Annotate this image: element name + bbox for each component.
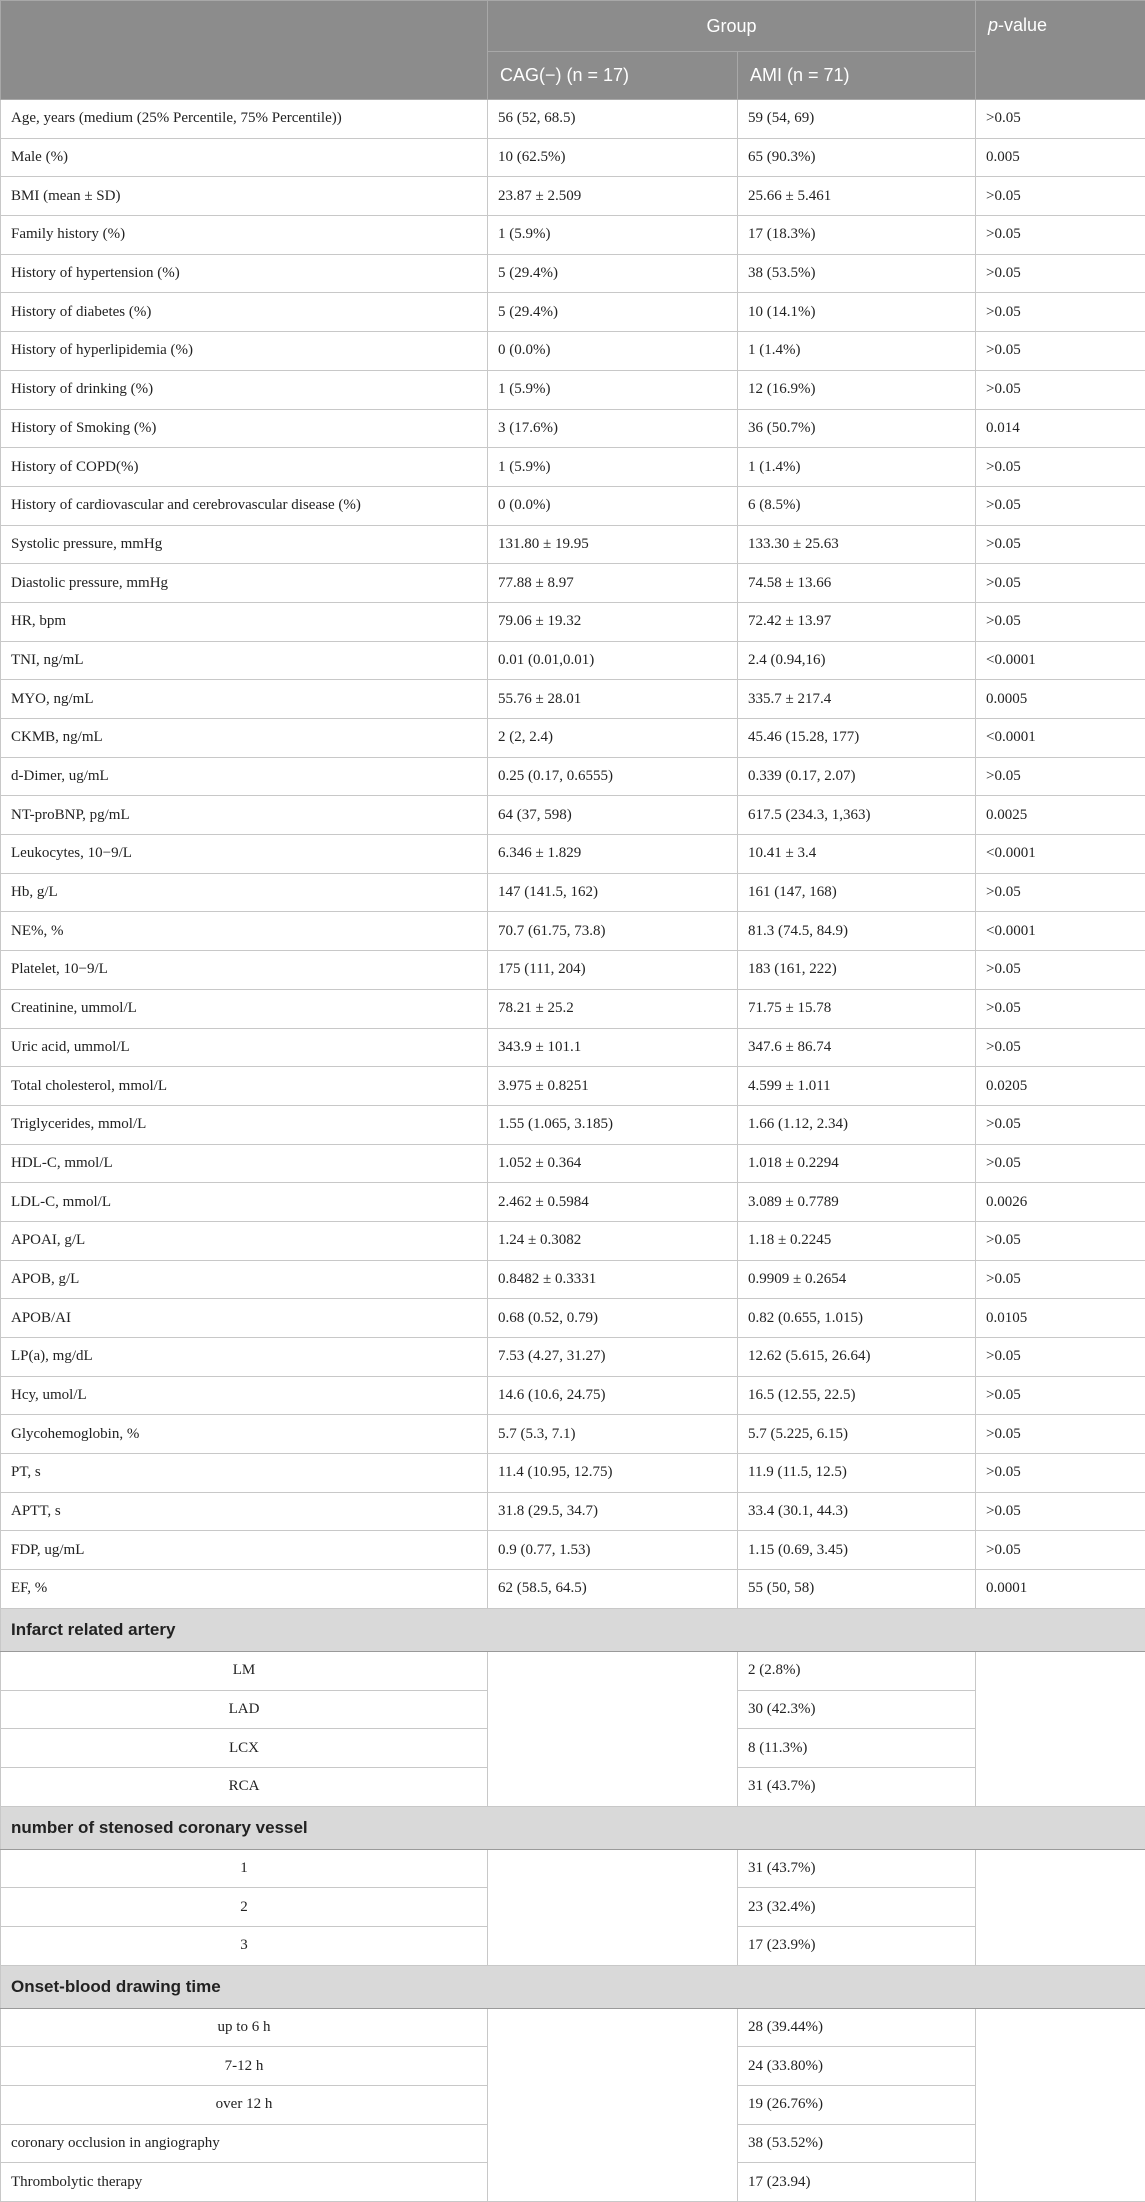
section-ami-value: 31 (43.7%) bbox=[738, 1849, 976, 1888]
table-row bbox=[1, 1415, 1145, 1454]
section-title: Onset-blood drawing time bbox=[1, 1965, 1145, 2008]
ami-value: 5.7 (5.225, 6.15) bbox=[738, 1415, 976, 1454]
section-row-label: over 12 h bbox=[1, 2086, 488, 2125]
p-value: 0.0025 bbox=[976, 796, 1145, 835]
p-value: >0.05 bbox=[976, 448, 1145, 487]
section-row-label: 3 bbox=[1, 1926, 488, 1965]
header-p-value bbox=[976, 1, 1145, 100]
section-row-label: 1 bbox=[1, 1849, 488, 1888]
row-label: History of hyperlipidemia (%) bbox=[1, 332, 488, 371]
blank-p-cell bbox=[976, 1849, 1145, 1965]
ami-value: 133.30 ± 25.63 bbox=[738, 525, 976, 564]
blank-p-cell bbox=[976, 2008, 1145, 2201]
cag-value: 79.06 ± 19.32 bbox=[488, 602, 738, 641]
table-row bbox=[1, 912, 1145, 951]
row-label: HR, bpm bbox=[1, 602, 488, 641]
section-header-row bbox=[1, 1965, 1145, 2008]
section-row-label: RCA bbox=[1, 1767, 488, 1806]
table-row bbox=[1, 873, 1145, 912]
blank-cag-cell bbox=[488, 2008, 738, 2201]
ami-value: 4.599 ± 1.011 bbox=[738, 1067, 976, 1106]
row-label: Leukocytes, 10−9/L bbox=[1, 835, 488, 874]
row-label: Triglycerides, mmol/L bbox=[1, 1105, 488, 1144]
table-row bbox=[1, 757, 1145, 796]
cag-value: 14.6 (10.6, 24.75) bbox=[488, 1376, 738, 1415]
cag-value: 11.4 (10.95, 12.75) bbox=[488, 1454, 738, 1493]
p-value: >0.05 bbox=[976, 1105, 1145, 1144]
row-label: EF, % bbox=[1, 1570, 488, 1609]
header-group: Group bbox=[488, 1, 976, 52]
row-label: Family history (%) bbox=[1, 216, 488, 255]
section-row-label: 7-12 h bbox=[1, 2047, 488, 2086]
p-value: >0.05 bbox=[976, 1531, 1145, 1570]
table-row bbox=[1, 1260, 1145, 1299]
row-label: History of COPD(%) bbox=[1, 448, 488, 487]
table-row bbox=[1, 216, 1145, 255]
blank-cag-cell bbox=[488, 1849, 738, 1965]
ami-value: 3.089 ± 0.7789 bbox=[738, 1183, 976, 1222]
ami-value: 11.9 (11.5, 12.5) bbox=[738, 1454, 976, 1493]
row-label: Platelet, 10−9/L bbox=[1, 951, 488, 990]
table-row bbox=[1, 641, 1145, 680]
table-row bbox=[1, 1376, 1145, 1415]
cag-value: 3 (17.6%) bbox=[488, 409, 738, 448]
section-ami-value: 19 (26.76%) bbox=[738, 2086, 976, 2125]
table-row bbox=[1, 989, 1145, 1028]
section-title: Infarct related artery bbox=[1, 1608, 1145, 1651]
cag-value: 175 (111, 204) bbox=[488, 951, 738, 990]
ami-value: 335.7 ± 217.4 bbox=[738, 680, 976, 719]
cag-value: 1 (5.9%) bbox=[488, 216, 738, 255]
ami-value: 617.5 (234.3, 1,363) bbox=[738, 796, 976, 835]
row-label: History of drinking (%) bbox=[1, 370, 488, 409]
ami-value: 38 (53.5%) bbox=[738, 254, 976, 293]
cag-value: 64 (37, 598) bbox=[488, 796, 738, 835]
table-row bbox=[1, 486, 1145, 525]
section-row-label: Thrombolytic therapy bbox=[1, 2163, 488, 2202]
table-row bbox=[1, 525, 1145, 564]
table-row bbox=[1, 1570, 1145, 1609]
p-value: >0.05 bbox=[976, 951, 1145, 990]
table-row bbox=[1, 177, 1145, 216]
header-cag-column: CAG(−) (n = 17) bbox=[488, 52, 738, 100]
row-label: Diastolic pressure, mmHg bbox=[1, 564, 488, 603]
section-ami-value: 38 (53.52%) bbox=[738, 2124, 976, 2163]
table-row bbox=[1, 1531, 1145, 1570]
ami-value: 6 (8.5%) bbox=[738, 486, 976, 525]
row-label: LDL-C, mmol/L bbox=[1, 1183, 488, 1222]
row-label: CKMB, ng/mL bbox=[1, 719, 488, 758]
section-ami-value: 8 (11.3%) bbox=[738, 1729, 976, 1768]
row-label: History of diabetes (%) bbox=[1, 293, 488, 332]
ami-value: 1 (1.4%) bbox=[738, 448, 976, 487]
cag-value: 1 (5.9%) bbox=[488, 448, 738, 487]
ami-value: 2.4 (0.94,16) bbox=[738, 641, 976, 680]
p-value: >0.05 bbox=[976, 525, 1145, 564]
row-label: History of hypertension (%) bbox=[1, 254, 488, 293]
cag-value: 6.346 ± 1.829 bbox=[488, 835, 738, 874]
ami-value: 72.42 ± 13.97 bbox=[738, 602, 976, 641]
section-row bbox=[1, 1849, 1145, 1888]
row-label: History of Smoking (%) bbox=[1, 409, 488, 448]
p-value: <0.0001 bbox=[976, 641, 1145, 680]
row-label: Hb, g/L bbox=[1, 873, 488, 912]
p-value: >0.05 bbox=[976, 989, 1145, 1028]
cag-value: 0.8482 ± 0.3331 bbox=[488, 1260, 738, 1299]
row-label: NT-proBNP, pg/mL bbox=[1, 796, 488, 835]
section-row-label: LAD bbox=[1, 1690, 488, 1729]
table-row bbox=[1, 951, 1145, 990]
p-value: >0.05 bbox=[976, 177, 1145, 216]
section-row-label: LCX bbox=[1, 1729, 488, 1768]
table-row bbox=[1, 409, 1145, 448]
cag-value: 62 (58.5, 64.5) bbox=[488, 1570, 738, 1609]
p-value: >0.05 bbox=[976, 873, 1145, 912]
table-row bbox=[1, 1221, 1145, 1260]
ami-value: 1.18 ± 0.2245 bbox=[738, 1221, 976, 1260]
cag-value: 0.01 (0.01,0.01) bbox=[488, 641, 738, 680]
section-ami-value: 28 (39.44%) bbox=[738, 2008, 976, 2047]
p-value: <0.0001 bbox=[976, 835, 1145, 874]
section-row-label: 2 bbox=[1, 1888, 488, 1927]
ami-value: 0.339 (0.17, 2.07) bbox=[738, 757, 976, 796]
p-value: 0.0026 bbox=[976, 1183, 1145, 1222]
table-row bbox=[1, 602, 1145, 641]
section-ami-value: 24 (33.80%) bbox=[738, 2047, 976, 2086]
header-p-rest: -value bbox=[998, 15, 1047, 35]
p-value: >0.05 bbox=[976, 564, 1145, 603]
cag-value: 1.052 ± 0.364 bbox=[488, 1144, 738, 1183]
cag-value: 70.7 (61.75, 73.8) bbox=[488, 912, 738, 951]
table-row bbox=[1, 1144, 1145, 1183]
cag-value: 5 (29.4%) bbox=[488, 254, 738, 293]
row-label: Systolic pressure, mmHg bbox=[1, 525, 488, 564]
row-label: Glycohemoglobin, % bbox=[1, 1415, 488, 1454]
section-ami-value: 23 (32.4%) bbox=[738, 1888, 976, 1927]
p-value: >0.05 bbox=[976, 1221, 1145, 1260]
cag-value: 0.68 (0.52, 0.79) bbox=[488, 1299, 738, 1338]
p-value: 0.0005 bbox=[976, 680, 1145, 719]
table-row bbox=[1, 293, 1145, 332]
table-row bbox=[1, 1183, 1145, 1222]
p-value: >0.05 bbox=[976, 370, 1145, 409]
header-p-italic: p bbox=[988, 15, 998, 35]
p-value: >0.05 bbox=[976, 757, 1145, 796]
table-row bbox=[1, 1067, 1145, 1106]
row-label: APTT, s bbox=[1, 1492, 488, 1531]
cag-value: 0.9 (0.77, 1.53) bbox=[488, 1531, 738, 1570]
section-ami-value: 30 (42.3%) bbox=[738, 1690, 976, 1729]
row-label: MYO, ng/mL bbox=[1, 680, 488, 719]
cag-value: 5.7 (5.3, 7.1) bbox=[488, 1415, 738, 1454]
cag-value: 0.25 (0.17, 0.6555) bbox=[488, 757, 738, 796]
row-label: APOB, g/L bbox=[1, 1260, 488, 1299]
ami-value: 25.66 ± 5.461 bbox=[738, 177, 976, 216]
p-value: >0.05 bbox=[976, 216, 1145, 255]
row-label: TNI, ng/mL bbox=[1, 641, 488, 680]
ami-value: 74.58 ± 13.66 bbox=[738, 564, 976, 603]
row-label: Creatinine, ummol/L bbox=[1, 989, 488, 1028]
section-row bbox=[1, 1651, 1145, 1690]
row-label: History of cardiovascular and cerebrovascular disease (%) bbox=[1, 486, 488, 525]
cag-value: 1.55 (1.065, 3.185) bbox=[488, 1105, 738, 1144]
row-label: Total cholesterol, mmol/L bbox=[1, 1067, 488, 1106]
table-row bbox=[1, 719, 1145, 758]
ami-value: 1.66 (1.12, 2.34) bbox=[738, 1105, 976, 1144]
row-label: APOAI, g/L bbox=[1, 1221, 488, 1260]
table-header bbox=[1, 1, 1145, 100]
header-ami-column: AMI (n = 71) bbox=[738, 52, 976, 100]
p-value: >0.05 bbox=[976, 1492, 1145, 1531]
row-label: Hcy, umol/L bbox=[1, 1376, 488, 1415]
row-label: FDP, ug/mL bbox=[1, 1531, 488, 1570]
table-row bbox=[1, 332, 1145, 371]
section-ami-value: 17 (23.9%) bbox=[738, 1926, 976, 1965]
row-label: APOB/AI bbox=[1, 1299, 488, 1338]
p-value: <0.0001 bbox=[976, 912, 1145, 951]
section-ami-value: 17 (23.94) bbox=[738, 2163, 976, 2202]
ami-value: 10 (14.1%) bbox=[738, 293, 976, 332]
table-row bbox=[1, 1299, 1145, 1338]
section-ami-value: 2 (2.8%) bbox=[738, 1651, 976, 1690]
row-label: Male (%) bbox=[1, 138, 488, 177]
section-row-label: up to 6 h bbox=[1, 2008, 488, 2047]
cag-value: 5 (29.4%) bbox=[488, 293, 738, 332]
table-row bbox=[1, 1105, 1145, 1144]
table-row bbox=[1, 1028, 1145, 1067]
p-value: >0.05 bbox=[976, 602, 1145, 641]
p-value: >0.05 bbox=[976, 332, 1145, 371]
p-value: >0.05 bbox=[976, 293, 1145, 332]
cag-value: 1 (5.9%) bbox=[488, 370, 738, 409]
p-value: 0.0205 bbox=[976, 1067, 1145, 1106]
table-row bbox=[1, 1454, 1145, 1493]
ami-value: 12 (16.9%) bbox=[738, 370, 976, 409]
section-ami-value: 31 (43.7%) bbox=[738, 1767, 976, 1806]
table-row bbox=[1, 835, 1145, 874]
table-row bbox=[1, 100, 1145, 139]
ami-value: 65 (90.3%) bbox=[738, 138, 976, 177]
section-row-label: coronary occlusion in angiography bbox=[1, 2124, 488, 2163]
p-value: 0.0105 bbox=[976, 1299, 1145, 1338]
cag-value: 23.87 ± 2.509 bbox=[488, 177, 738, 216]
table-body bbox=[1, 100, 1145, 2202]
p-value: >0.05 bbox=[976, 486, 1145, 525]
section-title: number of stenosed coronary vessel bbox=[1, 1806, 1145, 1849]
header-variable-cell bbox=[1, 1, 488, 100]
cag-value: 56 (52, 68.5) bbox=[488, 100, 738, 139]
section-row-label: LM bbox=[1, 1651, 488, 1690]
row-label: BMI (mean ± SD) bbox=[1, 177, 488, 216]
ami-value: 0.9909 ± 0.2654 bbox=[738, 1260, 976, 1299]
row-label: PT, s bbox=[1, 1454, 488, 1493]
cag-value: 78.21 ± 25.2 bbox=[488, 989, 738, 1028]
ami-value: 161 (147, 168) bbox=[738, 873, 976, 912]
row-label: Age, years (medium (25% Percentile, 75% Percentile)) bbox=[1, 100, 488, 139]
p-value: >0.05 bbox=[976, 1338, 1145, 1377]
cag-value: 147 (141.5, 162) bbox=[488, 873, 738, 912]
ami-value: 1.15 (0.69, 3.45) bbox=[738, 1531, 976, 1570]
cag-value: 0 (0.0%) bbox=[488, 486, 738, 525]
cag-value: 31.8 (29.5, 34.7) bbox=[488, 1492, 738, 1531]
cag-value: 77.88 ± 8.97 bbox=[488, 564, 738, 603]
p-value: >0.05 bbox=[976, 1144, 1145, 1183]
table-row bbox=[1, 1338, 1145, 1377]
ami-value: 0.82 (0.655, 1.015) bbox=[738, 1299, 976, 1338]
cag-value: 131.80 ± 19.95 bbox=[488, 525, 738, 564]
section-header-row bbox=[1, 1806, 1145, 1849]
p-value: >0.05 bbox=[976, 1260, 1145, 1299]
row-label: NE%, % bbox=[1, 912, 488, 951]
table-row bbox=[1, 138, 1145, 177]
p-value: 0.0001 bbox=[976, 1570, 1145, 1609]
blank-p-cell bbox=[976, 1651, 1145, 1806]
p-value: 0.005 bbox=[976, 138, 1145, 177]
p-value: 0.014 bbox=[976, 409, 1145, 448]
ami-value: 33.4 (30.1, 44.3) bbox=[738, 1492, 976, 1531]
table-row bbox=[1, 1492, 1145, 1531]
p-value: <0.0001 bbox=[976, 719, 1145, 758]
ami-value: 45.46 (15.28, 177) bbox=[738, 719, 976, 758]
section-header-row bbox=[1, 1608, 1145, 1651]
ami-value: 1 (1.4%) bbox=[738, 332, 976, 371]
table-row bbox=[1, 254, 1145, 293]
cag-value: 0 (0.0%) bbox=[488, 332, 738, 371]
p-value: >0.05 bbox=[976, 1028, 1145, 1067]
table-row bbox=[1, 448, 1145, 487]
ami-value: 81.3 (74.5, 84.9) bbox=[738, 912, 976, 951]
ami-value: 347.6 ± 86.74 bbox=[738, 1028, 976, 1067]
ami-value: 183 (161, 222) bbox=[738, 951, 976, 990]
ami-value: 55 (50, 58) bbox=[738, 1570, 976, 1609]
table-row bbox=[1, 370, 1145, 409]
row-label: HDL-C, mmol/L bbox=[1, 1144, 488, 1183]
cag-value: 2.462 ± 0.5984 bbox=[488, 1183, 738, 1222]
ami-value: 12.62 (5.615, 26.64) bbox=[738, 1338, 976, 1377]
cag-value: 7.53 (4.27, 31.27) bbox=[488, 1338, 738, 1377]
ami-value: 1.018 ± 0.2294 bbox=[738, 1144, 976, 1183]
ami-value: 59 (54, 69) bbox=[738, 100, 976, 139]
p-value: >0.05 bbox=[976, 1454, 1145, 1493]
section-row bbox=[1, 2008, 1145, 2047]
p-value: >0.05 bbox=[976, 1376, 1145, 1415]
row-label: Uric acid, ummol/L bbox=[1, 1028, 488, 1067]
cag-value: 10 (62.5%) bbox=[488, 138, 738, 177]
cag-value: 343.9 ± 101.1 bbox=[488, 1028, 738, 1067]
ami-value: 71.75 ± 15.78 bbox=[738, 989, 976, 1028]
p-value: >0.05 bbox=[976, 100, 1145, 139]
ami-value: 36 (50.7%) bbox=[738, 409, 976, 448]
cag-value: 3.975 ± 0.8251 bbox=[488, 1067, 738, 1106]
ami-value: 16.5 (12.55, 22.5) bbox=[738, 1376, 976, 1415]
ami-value: 10.41 ± 3.4 bbox=[738, 835, 976, 874]
ami-value: 17 (18.3%) bbox=[738, 216, 976, 255]
table-row bbox=[1, 796, 1145, 835]
cag-value: 55.76 ± 28.01 bbox=[488, 680, 738, 719]
row-label: LP(a), mg/dL bbox=[1, 1338, 488, 1377]
blank-cag-cell bbox=[488, 1651, 738, 1806]
p-value: >0.05 bbox=[976, 1415, 1145, 1454]
table-row bbox=[1, 564, 1145, 603]
table-row bbox=[1, 680, 1145, 719]
cag-value: 2 (2, 2.4) bbox=[488, 719, 738, 758]
p-value: >0.05 bbox=[976, 254, 1145, 293]
row-label: d-Dimer, ug/mL bbox=[1, 757, 488, 796]
cag-value: 1.24 ± 0.3082 bbox=[488, 1221, 738, 1260]
